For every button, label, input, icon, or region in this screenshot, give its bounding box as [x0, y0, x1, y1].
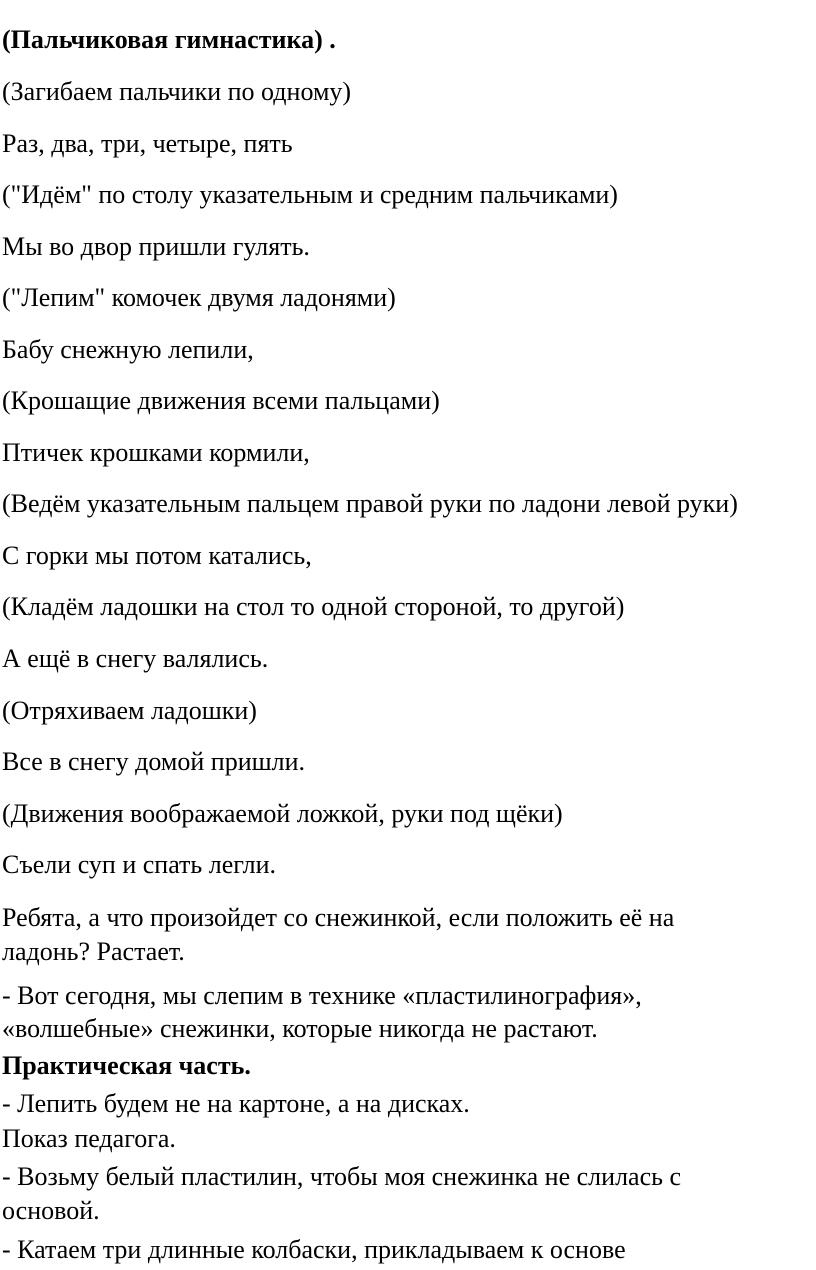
poem-line: (Ведём указательным пальцем правой руки по ладони левой руки) [2, 489, 738, 518]
poem-line: (Отряхиваем ладошки) [2, 696, 257, 725]
body-line: «волшебные» снежинки, которые никогда не растают. [2, 1014, 598, 1043]
poem-line: (Крошащие движения всеми пальцами) [2, 386, 440, 415]
practice-line: Показ педагога. [2, 1124, 176, 1153]
poem-line: Мы во двор пришли гулять. [2, 232, 310, 261]
poem-line: (Движения воображаемой ложкой, руки под щёки) [2, 799, 563, 828]
practice-line: - Лепить будем не на картоне, а на дисках. [2, 1089, 470, 1118]
poem-line: Все в снегу домой пришли. [2, 747, 306, 776]
poem-line: Съели суп и спать легли. [2, 850, 277, 879]
practice-line: - Возьму белый пластилин, чтобы моя снежинка не слилась с [2, 1162, 682, 1191]
section-heading: Практическая часть. [2, 1051, 251, 1080]
poem-line: ("Идём" по столу указательным и средним пальчиками) [2, 180, 618, 209]
poem-line: Раз, два, три, четыре, пять [2, 129, 293, 158]
body-line: Ребята, а что произойдет со снежинкой, если положить её на [2, 903, 675, 932]
poem-line: С горки мы потом катались, [2, 541, 312, 570]
practice-line: основой. [2, 1196, 100, 1225]
poem-line: (Загибаем пальчики по одному) [2, 77, 352, 106]
poem-line: (Кладём ладошки на стол то одной стороной, то другой) [2, 592, 625, 621]
poem-line: ("Лепим" комочек двумя ладонями) [2, 283, 396, 312]
poem-line: Бабу снежную лепили, [2, 335, 254, 364]
document-title: (Пальчиковая гимнастика) . [2, 25, 336, 54]
body-line: - Вот сегодня, мы слепим в технике «пластилинография», [2, 981, 642, 1010]
body-line: ладонь? Растает. [2, 937, 185, 966]
practice-line: - Катаем три длинные колбаски, прикладываем к основе [2, 1235, 626, 1264]
poem-line: Птичек крошками кормили, [2, 438, 310, 467]
poem-line: А ещё в снегу валялись. [2, 644, 269, 673]
